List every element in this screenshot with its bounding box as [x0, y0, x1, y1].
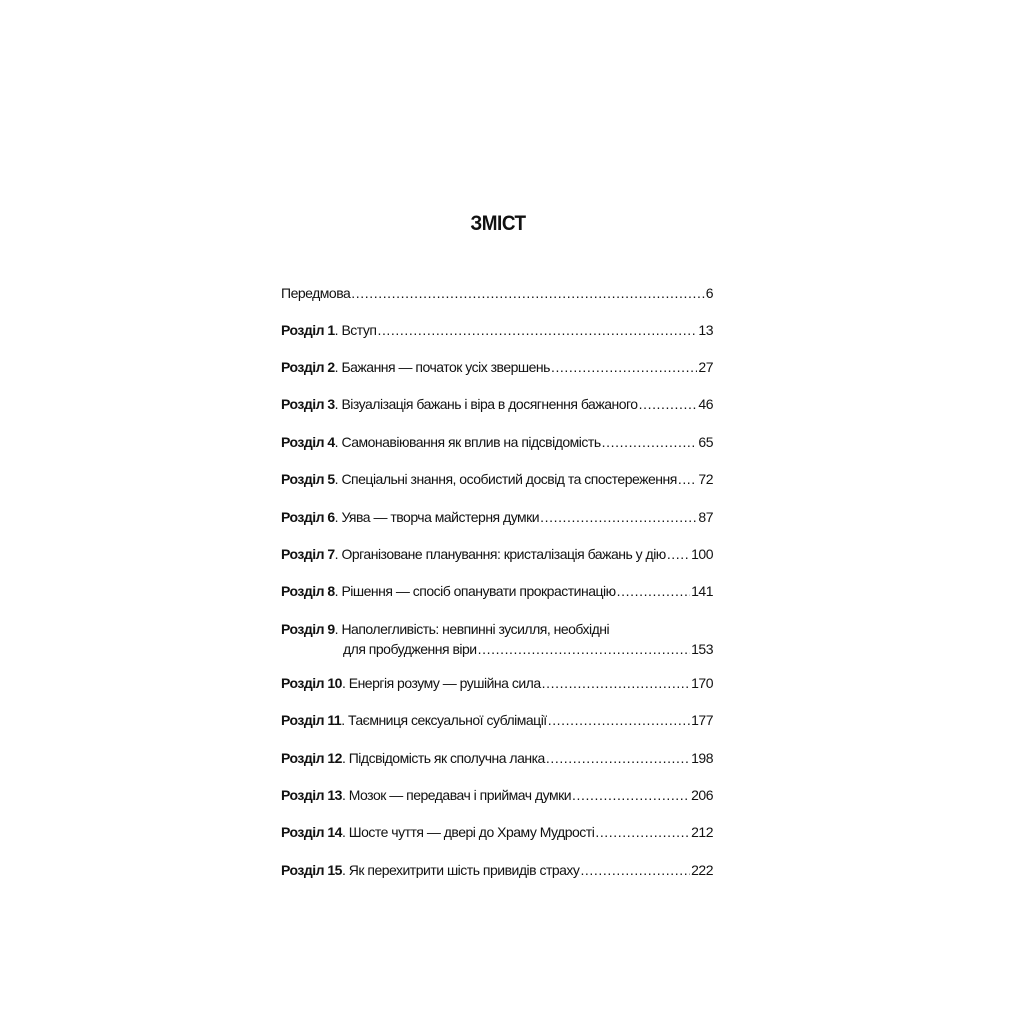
chapter-label: Розділ 5: [281, 471, 335, 487]
toc-entry-page: 222: [691, 862, 713, 878]
toc-entry-page: 170: [691, 675, 713, 691]
toc-entry-page: 153: [691, 641, 713, 657]
toc-entry-preface: [281, 283, 713, 303]
toc-entry-page: 206: [691, 787, 713, 803]
chapter-label: Розділ 1: [281, 322, 335, 338]
toc-entry-chapter-13: [281, 785, 713, 805]
toc-entry-chapter-4: [281, 432, 713, 452]
dot-leader: [667, 544, 690, 564]
dot-leader: [602, 432, 698, 452]
toc-entry-page: 100: [691, 546, 713, 562]
toc-entry-chapter-9: [281, 619, 713, 659]
dot-leader: [639, 394, 698, 414]
toc-entry-page: 65: [698, 434, 713, 450]
toc-entry-page: 87: [698, 509, 713, 525]
toc-entry-chapter-15: [281, 860, 713, 880]
toc-entry-chapter-7: [281, 544, 713, 564]
toc-entry-page: 27: [698, 359, 713, 375]
toc-entry-chapter-1: [281, 320, 713, 340]
toc-entry-title: . Як перехитрити шість привидів страху: [341, 862, 580, 878]
chapter-label: Розділ 14: [281, 824, 342, 840]
dot-leader: [478, 639, 691, 659]
toc-entry-title: . Наполегливість: невпинні зусилля, необхідні: [334, 621, 610, 637]
toc-entry-title: . Підсвідомість як сполучна ланка: [341, 750, 545, 766]
chapter-label: Розділ 9: [281, 621, 335, 637]
toc-entry-page: 72: [698, 471, 713, 487]
toc-entry-title: Передмова: [281, 285, 351, 301]
dot-leader: [617, 581, 691, 601]
dot-leader: [678, 469, 698, 489]
toc-entry-title: . Організоване планування: кристалізація бажань у дію: [334, 546, 666, 562]
toc-entry-title-continued: для пробудження віри: [343, 641, 477, 657]
dot-leader: [351, 283, 704, 303]
chapter-label: Розділ 4: [281, 434, 335, 450]
page-title: ЗМІСТ: [470, 212, 526, 235]
toc-entry-chapter-14: [281, 822, 713, 842]
toc-entry-title: . Шосте чуття — двері до Храму Мудрості: [341, 824, 595, 840]
dot-leader: [580, 860, 690, 880]
dot-leader: [542, 673, 691, 693]
chapter-label: Розділ 13: [281, 787, 342, 803]
toc-entry-chapter-8: [281, 581, 713, 601]
chapter-label: Розділ 6: [281, 509, 335, 525]
dot-leader: [546, 748, 690, 768]
toc-entry-title: . Спеціальні знання, особистий досвід та спостереження: [334, 471, 677, 487]
chapter-label: Розділ 10: [281, 675, 342, 691]
toc-entry-title: . Вступ: [334, 322, 377, 338]
dot-leader: [595, 822, 690, 842]
toc-entry-chapter-6: [281, 507, 713, 527]
chapter-label: Розділ 11: [281, 712, 342, 728]
chapter-label: Розділ 8: [281, 583, 335, 599]
toc-entry-chapter-10: [281, 673, 713, 693]
chapter-label: Розділ 15: [281, 862, 342, 878]
toc-entry-chapter-2: [281, 357, 713, 377]
toc-entry-title: . Самонавіювання як вплив на підсвідомість: [334, 434, 601, 450]
toc-entry-title: . Уява — творча майстерня думки: [334, 509, 540, 525]
toc-entry-title: . Візуалізація бажань і віра в досягнення бажаного: [334, 396, 638, 412]
toc-entry-page: 46: [698, 396, 713, 412]
toc-entry-page: 13: [698, 322, 713, 338]
chapter-label: Розділ 12: [281, 750, 342, 766]
toc-entry-chapter-12: [281, 748, 713, 768]
dot-leader: [572, 785, 690, 805]
toc-entry-page: 141: [691, 583, 713, 599]
toc-entry-chapter-11: [281, 710, 713, 730]
toc-entry-title: . Рішення — спосіб опанувати прокрастинацію: [334, 583, 616, 599]
dot-leader: [551, 357, 697, 377]
toc-entry-chapter-3: [281, 394, 713, 414]
chapter-label: Розділ 7: [281, 546, 335, 562]
toc-entry-page: 6: [705, 285, 713, 301]
dot-leader: [540, 507, 697, 527]
toc-entry-page: 198: [691, 750, 713, 766]
toc-entry-title: . Бажання — початок усіх звершень: [334, 359, 550, 375]
toc-entry-title: . Мозок — передавач і приймач думки: [341, 787, 572, 803]
toc-entry-chapter-5: [281, 469, 713, 489]
dot-leader: [377, 320, 697, 340]
toc-entry-title: . Енергія розуму — рушійна сила: [341, 675, 541, 691]
chapter-label: Розділ 3: [281, 396, 335, 412]
toc-entry-page: 177: [691, 712, 713, 728]
toc-entry-title: . Таємниця сексуальної сублімації: [341, 712, 547, 728]
toc-entry-page: 212: [691, 824, 713, 840]
chapter-label: Розділ 2: [281, 359, 335, 375]
dot-leader: [548, 710, 690, 730]
